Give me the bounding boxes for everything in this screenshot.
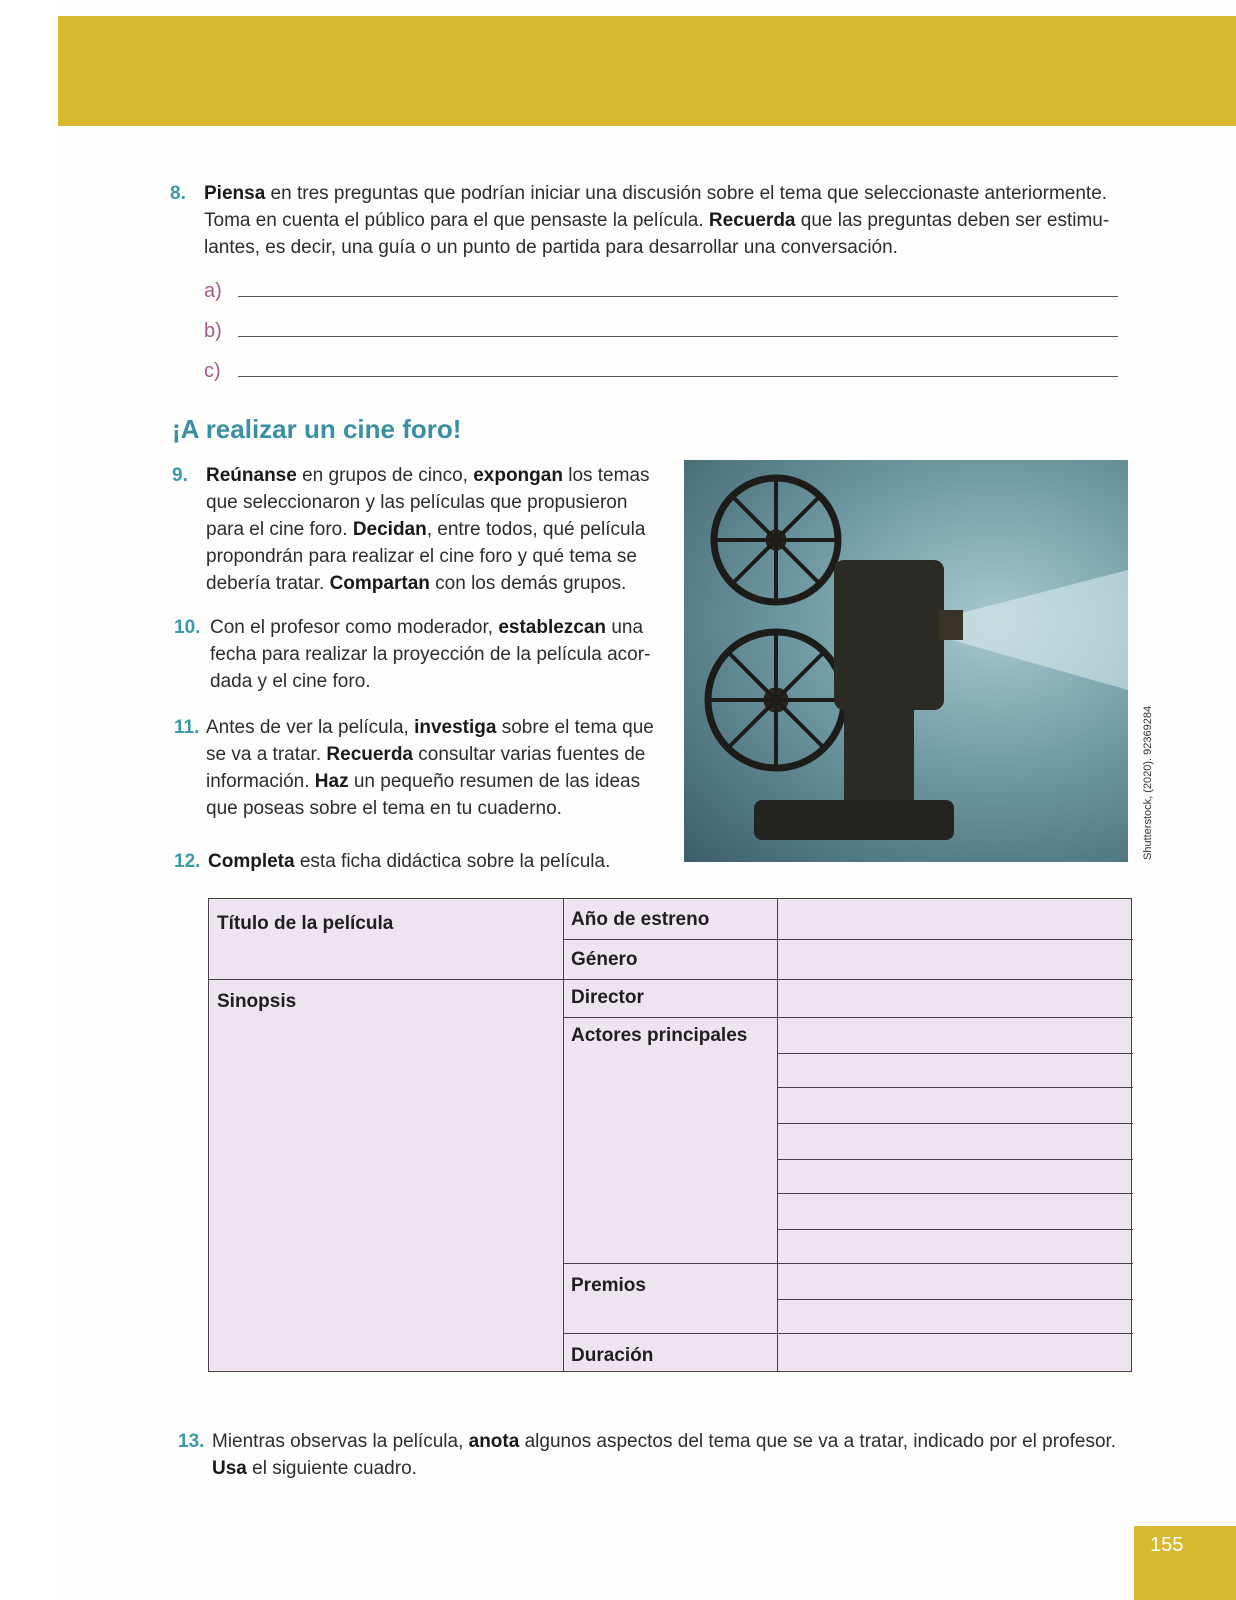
table-divider (777, 979, 1133, 980)
text: Mientras observas la película, (212, 1431, 469, 1452)
text: , entre todos, qué película (426, 519, 646, 540)
table-divider (777, 1263, 1133, 1264)
question-10-text (210, 614, 670, 695)
verb: Completa (208, 851, 295, 872)
table-divider (777, 1123, 1133, 1124)
table-divider (777, 1333, 1133, 1334)
text: se va a tratar. (206, 744, 327, 765)
section-title: ¡A realizar un cine foro! (172, 414, 462, 444)
table-divider (777, 939, 1133, 940)
verb: Piensa (204, 183, 266, 204)
table-divider (563, 899, 564, 1371)
question-number: 13. (178, 1431, 205, 1452)
table-divider (777, 899, 778, 1371)
text: Con el profesor como moderador, (210, 617, 499, 638)
question-11-number (174, 714, 199, 741)
text: en grupos de cinco, (296, 465, 474, 486)
text: debería tratar. (206, 573, 330, 594)
verb: Haz (314, 771, 349, 792)
text: sobre el tema que (496, 717, 654, 738)
film-projector-icon (684, 460, 1128, 862)
text: una (606, 617, 644, 638)
question-8 (170, 180, 186, 207)
question-9-text (206, 462, 666, 597)
label-genero: Género (571, 949, 638, 970)
text: fecha para realizar la proyección de la película acor- (210, 644, 651, 665)
answer-label-a: a) (204, 280, 222, 302)
label-director: Director (571, 987, 644, 1008)
table-divider (563, 1017, 777, 1018)
question-10-number (174, 614, 200, 641)
text: en tres preguntas que podrían iniciar una discusión sobre el tema que seleccionaste anteriormente. (265, 183, 1108, 204)
page-left-margin (0, 0, 58, 1600)
verb: Reúnanse (206, 465, 297, 486)
answer-label-c: c) (204, 360, 221, 382)
label-actores: Actores principales (571, 1025, 748, 1046)
question-12-text (208, 848, 610, 875)
text: Toma en cuenta el público para el que pensaste la película. (204, 210, 709, 231)
question-number: 10. (174, 617, 201, 638)
verb: Decidan (352, 519, 427, 540)
answer-label-b: b) (204, 320, 222, 342)
answer-line-a[interactable] (238, 296, 1118, 297)
question-8-text (204, 180, 1134, 261)
table-divider (777, 1159, 1133, 1160)
text: con los demás grupos. (429, 573, 627, 594)
question-11-text (206, 714, 676, 822)
table-divider (563, 939, 777, 940)
question-12-number (174, 848, 200, 875)
question-9-number (172, 462, 188, 489)
label-titulo: Título de la película (217, 913, 394, 934)
page-number: 155 (1150, 1534, 1184, 1556)
text: Antes de ver la película, (206, 717, 415, 738)
text: el siguiente cuadro. (246, 1458, 417, 1479)
fiche-didactica-table (208, 898, 1132, 1372)
verb: investiga (414, 717, 497, 738)
text: lantes, es decir, una guía o un punto de partida para desarrollar una conversación. (204, 237, 898, 258)
text: información. (206, 771, 315, 792)
table-divider (563, 1263, 777, 1264)
table-divider (777, 1229, 1133, 1230)
image-credit: Shutterstock, (2020). 92369284 (1142, 705, 1154, 860)
answer-line-b[interactable] (238, 336, 1118, 337)
table-divider (777, 1017, 1133, 1018)
question-13-number (178, 1428, 204, 1455)
verb: Compartan (329, 573, 430, 594)
text: esta ficha didáctica sobre la película. (294, 851, 611, 872)
answer-line-c[interactable] (238, 376, 1118, 377)
text: algunos aspectos del tema que se va a tratar, indicado por el profesor. (519, 1431, 1117, 1452)
text: para el cine foro. (206, 519, 353, 540)
text: que seleccionaron y las películas que propusieron (206, 492, 628, 513)
label-premios: Premios (571, 1275, 646, 1296)
verb: Usa (212, 1458, 247, 1479)
table-divider (777, 1193, 1133, 1194)
table-divider (777, 1299, 1133, 1300)
verb: expongan (473, 465, 563, 486)
header-band (58, 16, 1236, 126)
question-number: 9. (172, 465, 188, 486)
label-duracion: Duración (571, 1345, 654, 1366)
verb: Recuerda (326, 744, 414, 765)
verb: establezcan (498, 617, 607, 638)
table-divider (563, 1333, 777, 1334)
question-number: 8. (170, 183, 186, 204)
text: consultar varias fuentes de (413, 744, 646, 765)
text: un pequeño resumen de las ideas (348, 771, 641, 792)
question-number: 12. (174, 851, 201, 872)
question-13-text (212, 1428, 1152, 1482)
text: que poseas sobre el tema en tu cuaderno. (206, 798, 562, 819)
text: dada y el cine foro. (210, 671, 371, 692)
table-divider (777, 1087, 1133, 1088)
table-divider (563, 979, 777, 980)
text: propondrán para realizar el cine foro y qué tema se (206, 546, 637, 567)
table-divider (209, 979, 563, 980)
verb: anota (468, 1431, 520, 1452)
text: los temas (562, 465, 650, 486)
film-projector-photo (684, 460, 1128, 862)
text: que las preguntas deben ser estimu- (795, 210, 1110, 231)
question-number: 11. (174, 717, 200, 738)
verb: Recuerda (708, 210, 796, 231)
label-sinopsis: Sinopsis (217, 991, 297, 1012)
label-anio: Año de estreno (571, 909, 710, 930)
table-divider (777, 1053, 1133, 1054)
